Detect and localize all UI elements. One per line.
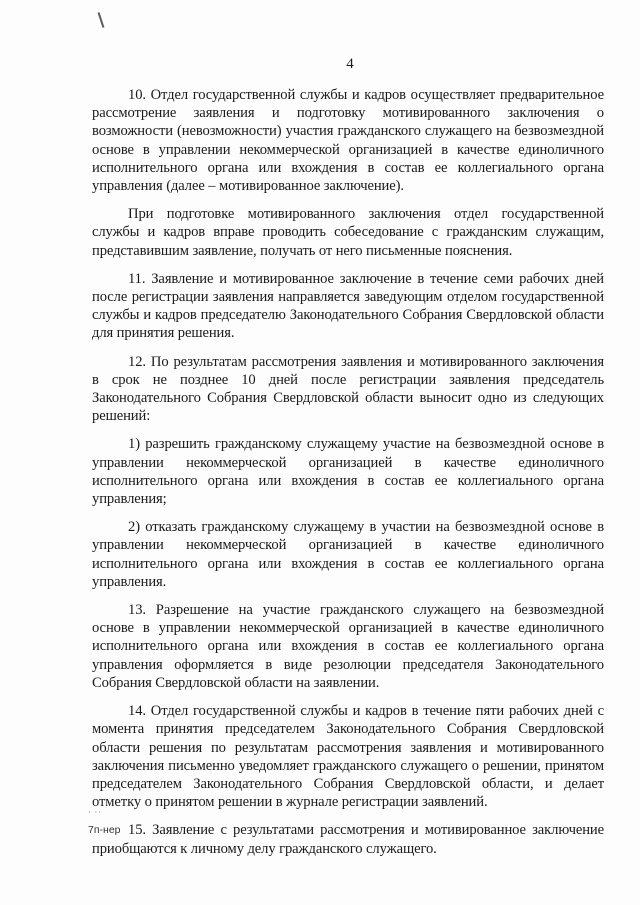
scan-mark: [98, 12, 105, 28]
paragraph-14: 14. Отдел государственной службы и кадров в течение пяти рабочих дней с момента принятия председателем Законодательного Собрания Свердловской области решения по результатам рассмотрения заявления и мотивированного заключения письменно уведомляет гражданского служащего о решении, принятом председателем Законодательного Собрания Свердловской области, и делает отметку о принятом решении в журнале регистрации заявлений.: [92, 703, 604, 811]
paragraph-12-item-1: 1) разрешить гражданскому служащему участие на безвозмездной основе в управлении некоммерческой организацией в качестве единоличного исполнительного органа или вхождения в состав ее коллегиального органа управления;: [92, 436, 604, 508]
paragraph-10-note: При подготовке мотивированного заключения отдел государственной службы и кадров вправе проводить собеседование с гражданским служащим, представившим заявление, получать от него письменные пояснения.: [92, 206, 604, 259]
paragraph-11: 11. Заявление и мотивированное заключение в течение семи рабочих дней после регистрации заявления направляется заведующим отделом государственной службы и кадров председателю Законодательного Собрания Свердловской области для принятия решения.: [92, 270, 604, 342]
paragraph-12-item-2: 2) отказать гражданскому служащему в участии на безвозмездной основе в управлении некоммерческой организацией в качестве единоличного исполнительного органа или вхождения в состав ее коллегиального органа управления.: [92, 519, 604, 590]
document-body: [92, 86, 604, 868]
footer-mark: · ··: [88, 808, 102, 817]
paragraph-10: 10. Отдел государственной службы и кадров осуществляет предварительное рассмотрение заявления и подготовку мотивированного заключения о возможности (невозможности) участия гражданского служащего на безвозмездной основе в управлении некоммерческой организацией в качестве единоличного исполнительного органа или вхождения в состав ее коллегиального органа управления (далее – мотивированное заключение).: [92, 87, 604, 195]
paragraph-12: 12. По результатам рассмотрения заявления и мотивированного заключения в срок не позднее 10 дней после регистрации заявления председатель Законодательного Собрания Свердловской области выносит одно из следующих решений:: [92, 353, 604, 425]
footer-code: 7п-нер: [88, 824, 121, 836]
page-number: 4: [346, 56, 354, 72]
paragraph-13: 13. Разрешение на участие гражданского служащего на безвозмездной основе в управлении некоммерческой организацией в качестве единоличного исполнительного органа или вхождения в состав ее коллегиального органа управления оформляется в виде резолюции председателя Законодательного Собрания Свердловской области на заявлении.: [92, 602, 604, 691]
paragraph-15: 15. Заявление с результатами рассмотрения и мотивированное заключение приобщаются к личному делу гражданского служащего.: [92, 822, 604, 857]
